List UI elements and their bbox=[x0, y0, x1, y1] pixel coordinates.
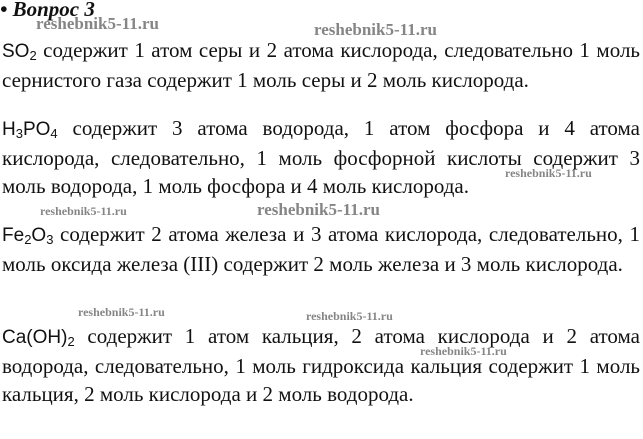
watermark: reshebnik5-11.ru bbox=[257, 200, 380, 219]
formula-caoh2: $Ca(OH)_2$ bbox=[2, 327, 75, 349]
paragraph-caoh2 bbox=[2, 322, 640, 408]
paragraph-so2 bbox=[2, 36, 640, 94]
paragraph-text: содержит 2 атома железа и 3 атома кислорода, следовательно, 1 моль оксида железа (III) содержит 2 моль железа и 3 моль кислорода. bbox=[2, 222, 640, 276]
watermark: reshebnik5-11.ru bbox=[78, 305, 165, 319]
paragraph-h3po4 bbox=[2, 114, 640, 200]
watermark: reshebnik5-11.ru bbox=[36, 14, 159, 33]
paragraph-text: содержит 1 атом серы и 2 атома кислорода, следовательно 1 моль сернистого газа содержит 1 моль серы и 2 моль кислорода. bbox=[2, 38, 640, 92]
paragraph-text: содержит 1 атом кальция, 2 атома кислорода и 2 атома водорода, следовательно, 1 моль гидроксида кальция содержит 1 моль кальция, 2 моль кислорода и 2 моль водорода. bbox=[2, 324, 640, 406]
watermark: reshebnik5-11.ru bbox=[420, 344, 507, 358]
paragraph-fe2o3 bbox=[2, 220, 640, 278]
formula-fe2o3: $Fe_2O_3$ bbox=[2, 225, 54, 247]
paragraph-text: содержит 3 атома водорода, 1 атом фосфора и 4 атома кислорода, следовательно, 1 моль фосфорной кислоты содержит 3 моль водорода, 1 моль фосфора и 4 моль кислорода. bbox=[2, 116, 640, 198]
watermark: reshebnik5-11.ru bbox=[314, 20, 437, 39]
watermark: reshebnik5-11.ru bbox=[306, 309, 393, 323]
formula-h3po4: $H_3PO_4$ bbox=[2, 119, 58, 141]
watermark: reshebnik5-11.ru bbox=[40, 204, 127, 218]
question-heading: • Вопрос 3 bbox=[0, 0, 95, 21]
formula-so2: $SO_2$ bbox=[2, 41, 37, 63]
watermark: reshebnik5-11.ru bbox=[505, 166, 592, 180]
